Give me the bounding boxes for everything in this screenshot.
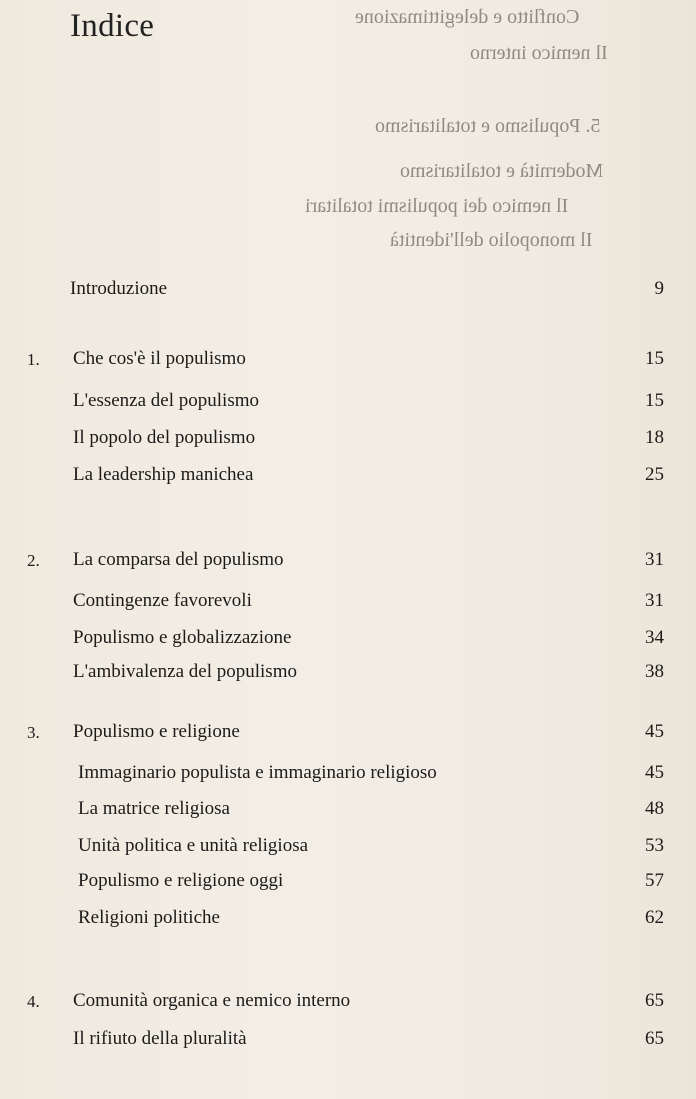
toc-section — [0, 798, 696, 828]
chapter-title: Comunità organica e nemico interno — [73, 990, 351, 1011]
chapter-page: 45 — [645, 721, 664, 742]
toc-section — [0, 835, 696, 865]
section-title: Il popolo del populismo — [73, 427, 256, 448]
toc-chapter-4 — [0, 990, 696, 1020]
chapter-number: 3. — [27, 723, 40, 742]
toc-chapter-2 — [0, 549, 696, 579]
toc-entry-page: 9 — [654, 278, 664, 299]
toc-entry-introduction — [0, 278, 696, 308]
section-title: Il rifiuto della pluralità — [73, 1028, 247, 1049]
bleed-through-line: Modernità e totalitarismo — [400, 160, 604, 182]
section-title: Contingenze favorevoli — [73, 590, 252, 611]
toc-section — [0, 390, 696, 420]
toc-section — [0, 907, 696, 937]
section-title: La matrice religiosa — [78, 798, 230, 819]
toc-section — [0, 464, 696, 494]
section-page: 65 — [645, 1028, 664, 1049]
bleed-through-line: Il nemico dei populismi totalitari — [305, 195, 569, 217]
chapter-title: La comparsa del populismo — [73, 549, 284, 570]
chapter-number: 2. — [27, 551, 40, 570]
chapter-number: 4. — [27, 992, 40, 1011]
section-page: 34 — [645, 627, 664, 648]
bleed-through-line: Il nemico interno — [470, 42, 608, 64]
section-page: 18 — [645, 427, 664, 448]
toc-section — [0, 870, 696, 900]
page-title: Indice — [70, 8, 155, 44]
toc-chapter-1 — [0, 348, 696, 378]
toc-section — [0, 590, 696, 620]
toc-chapter-3 — [0, 721, 696, 751]
bleed-through-line: Conflitto e delegittimazione — [355, 6, 580, 28]
chapter-number: 1. — [27, 350, 40, 369]
toc-section — [0, 427, 696, 457]
toc-section — [0, 1028, 696, 1058]
section-page: 31 — [645, 590, 664, 611]
section-page: 38 — [645, 661, 664, 682]
section-page: 57 — [645, 870, 664, 891]
toc-section — [0, 762, 696, 792]
section-title: Populismo e religione oggi — [78, 870, 284, 891]
toc-entry-title: Introduzione — [70, 278, 168, 299]
section-page: 48 — [645, 798, 664, 819]
section-title: L'ambivalenza del populismo — [73, 661, 297, 682]
toc-section — [0, 661, 696, 691]
section-title: La leadership manichea — [73, 464, 254, 485]
section-page: 53 — [645, 835, 664, 856]
bleed-through-line: 5. Populismo e totalitarismo — [375, 115, 601, 137]
section-page: 62 — [645, 907, 664, 928]
chapter-page: 15 — [645, 348, 664, 369]
chapter-title: Populismo e religione — [73, 721, 240, 742]
section-title: Unità politica e unità religiosa — [78, 835, 309, 856]
section-page: 25 — [645, 464, 664, 485]
chapter-page: 65 — [645, 990, 664, 1011]
chapter-page: 31 — [645, 549, 664, 570]
section-title: Immaginario populista e immaginario religioso — [78, 762, 437, 783]
section-title: Populismo e globalizzazione — [73, 627, 292, 648]
section-title: Religioni politiche — [78, 907, 220, 928]
section-page: 45 — [645, 762, 664, 783]
toc-section — [0, 627, 696, 657]
section-page: 15 — [645, 390, 664, 411]
bleed-through-line: Il monopolio dell'identità — [390, 229, 593, 251]
section-title: L'essenza del populismo — [73, 390, 259, 411]
chapter-title: Che cos'è il populismo — [73, 348, 246, 369]
